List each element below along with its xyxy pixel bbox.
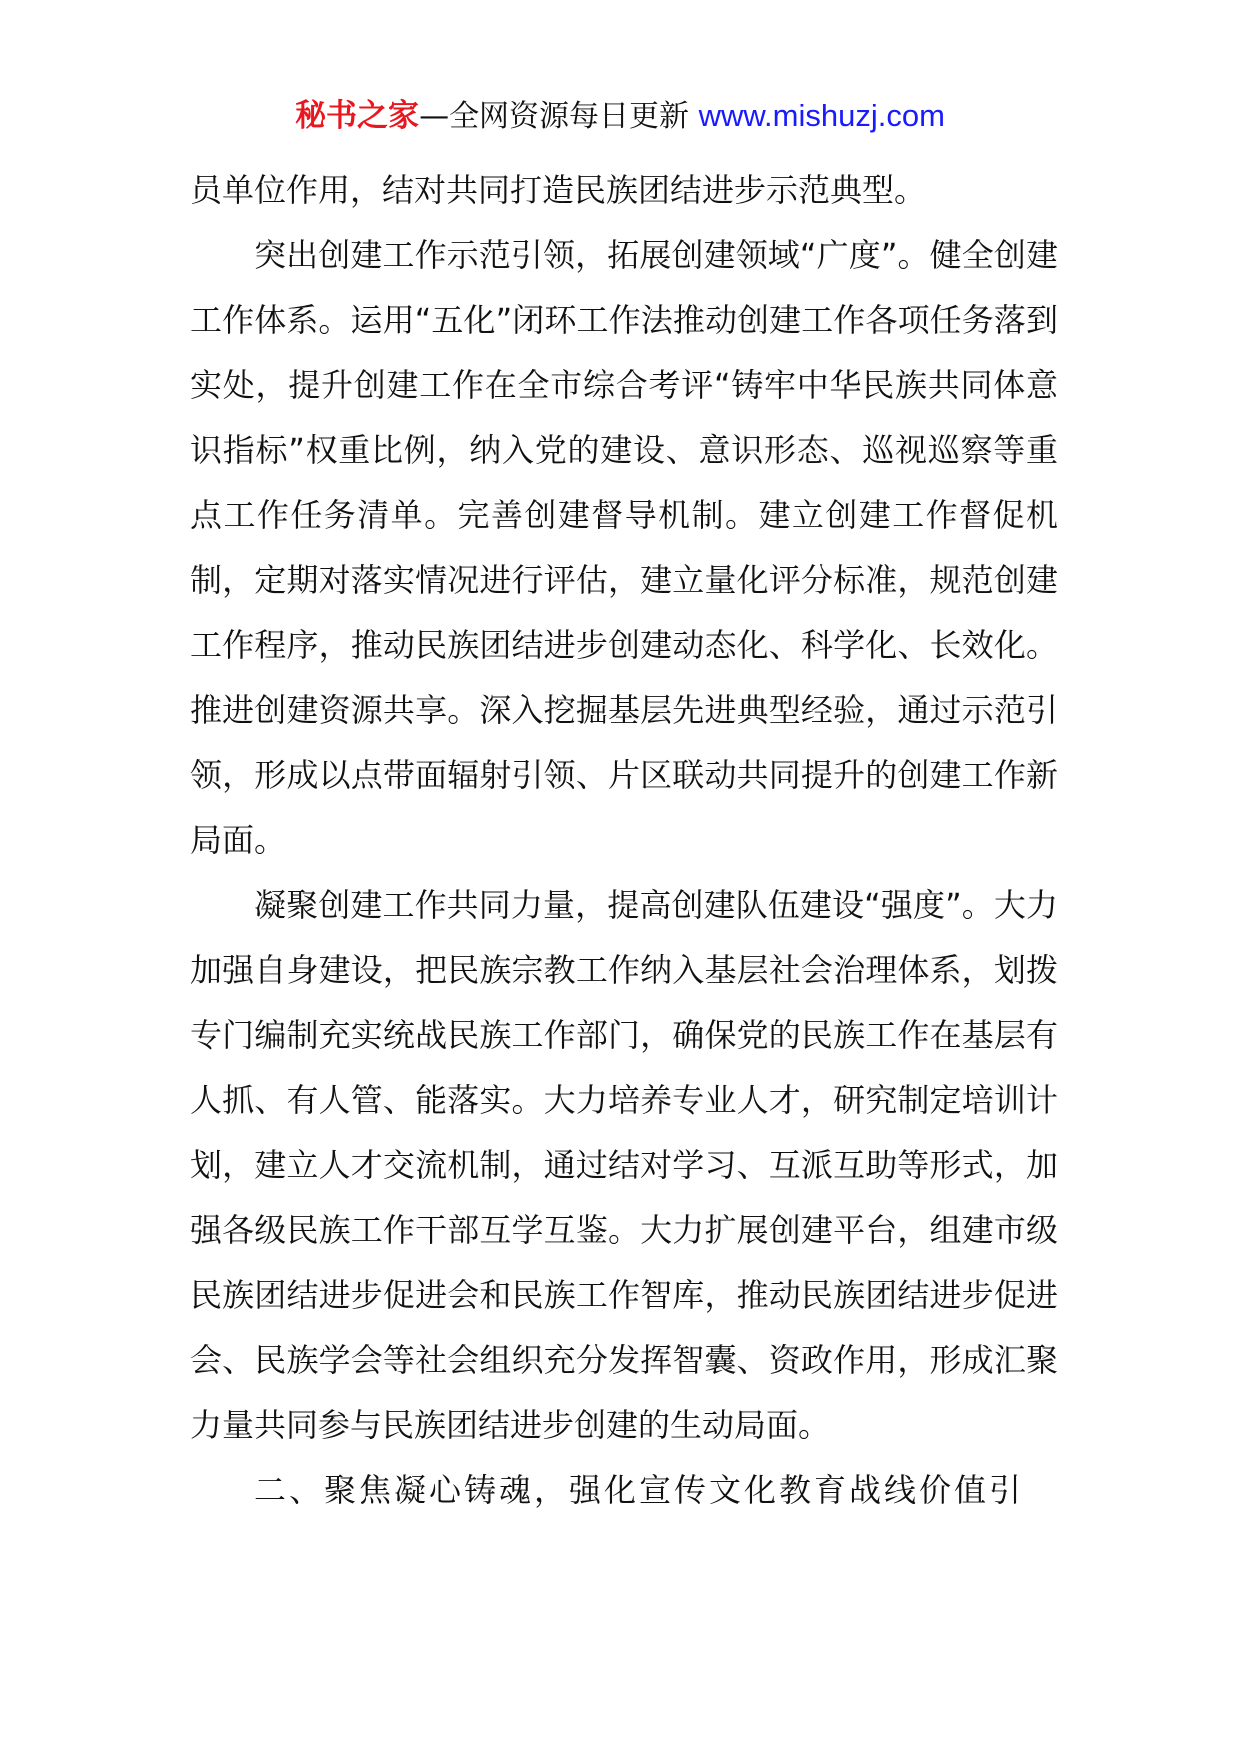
paragraph-continuation: 员单位作用，结对共同打造民族团结进步示范典型。 xyxy=(190,171,927,209)
paragraph-demonstration: 突出创建工作示范引领，拓展创建领域“广度”。健全创建工作体系。运用“五化”闭环工作法推动创建工作各项任务落到实处，提升创建工作在全市综合考评“铸牢中华民族共同体意识指标”权重比例，纳入党的建设、意识形态、巡视巡察等重点工作任务清单。完善创建督导机制。建立创建工作督促机制，定期对落实情况进行评估，建立量化评分标准，规范创建工作程序，推动民族团结进步创建动态化、科学化、长效化。推进创建资源共享。深入挖掘基层先进典型经验，通过示范引领，形成以点带面辐射引领、片区联动共同提升的创建工作新局面。 xyxy=(190,236,1058,859)
brand-name: 秘书之家 xyxy=(295,98,420,134)
site-url-link[interactable]: www.mishuzj.com xyxy=(698,98,945,133)
site-tagline: —全网资源每日更新 xyxy=(419,99,699,134)
site-header xyxy=(0,96,1240,137)
document-body xyxy=(190,158,1058,1523)
section-heading: 二、聚焦凝心铸魂，强化宣传文化教育战线价值引 xyxy=(254,1471,1025,1509)
paragraph-joint-force: 凝聚创建工作共同力量，提高创建队伍建设“强度”。大力加强自身建设，把民族宗教工作纳入基层社会治理体系，划拨专门编制充实统战民族工作部门，确保党的民族工作在基层有人抓、有人管、能落实。大力培养专业人才，研究制定培训计划，建立人才交流机制，通过结对学习、互派互助等形式，加强各级民族工作干部互学互鉴。大力扩展创建平台，组建市级民族团结进步促进会和民族工作智库，推动民族团结进步促进会、民族学会等社会组织充分发挥智囊、资政作用，形成汇聚力量共同参与民族团结进步创建的生动局面。 xyxy=(190,886,1058,1444)
